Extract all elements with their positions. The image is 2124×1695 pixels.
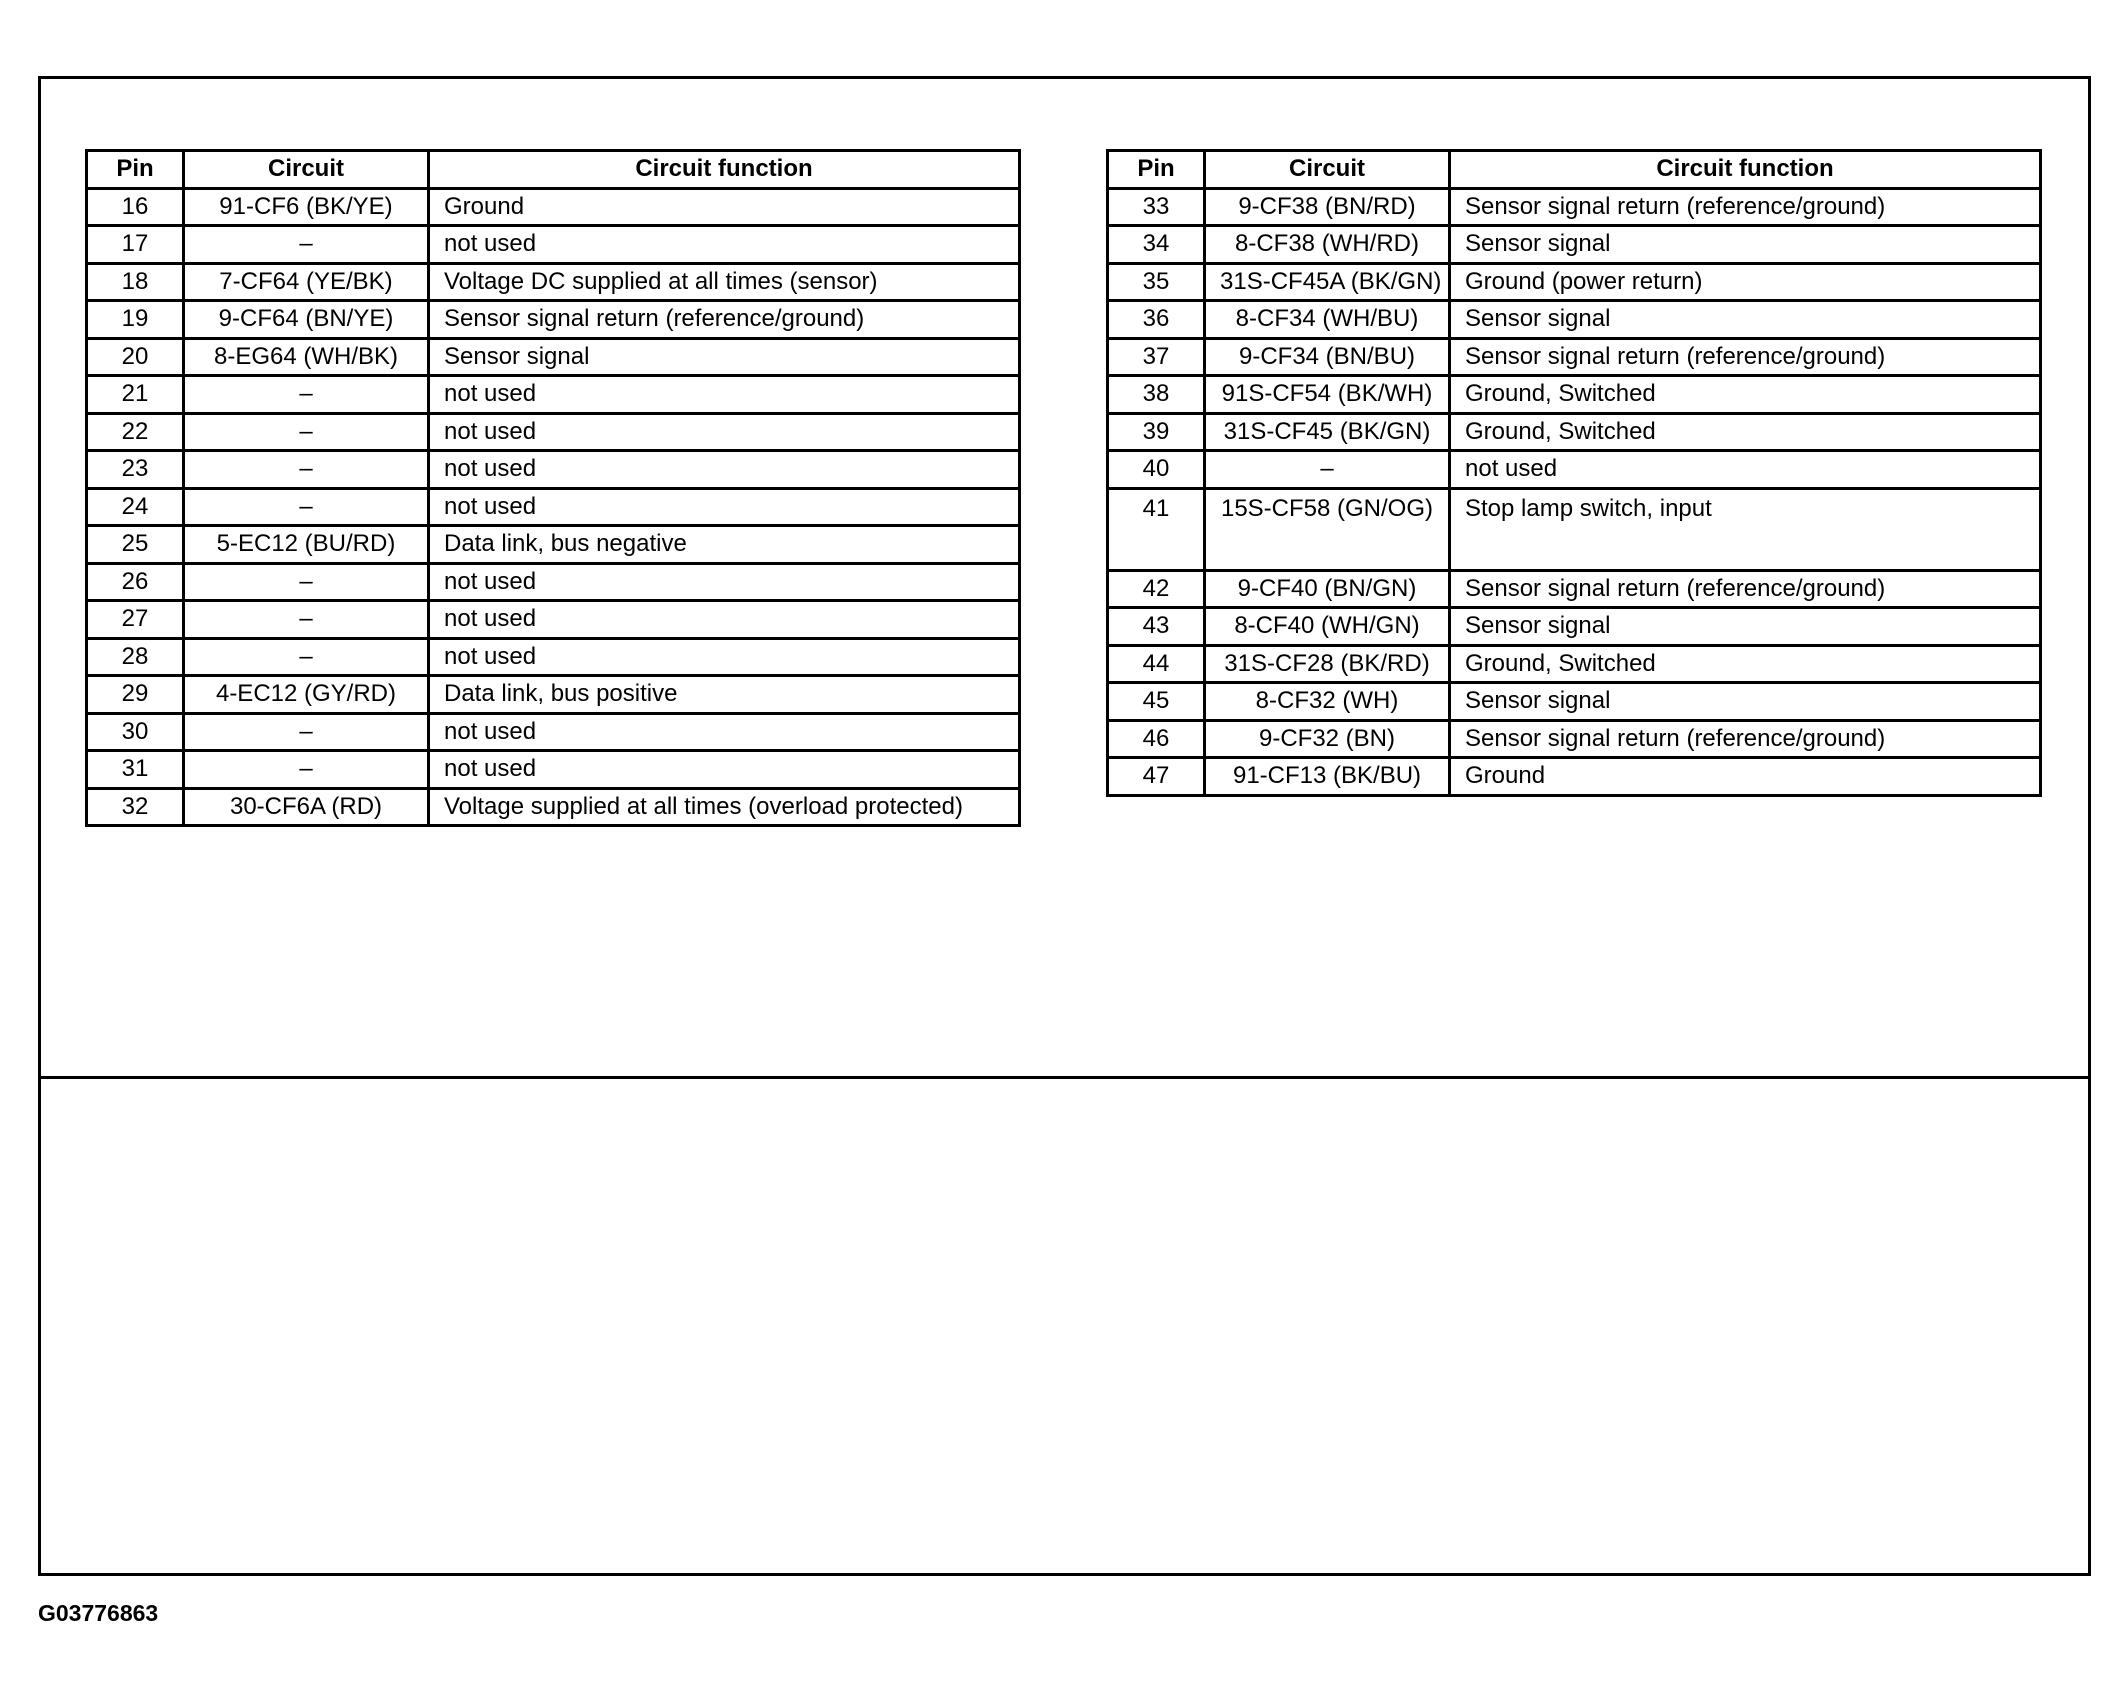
table-row: [1108, 301, 2041, 339]
table-row: [1108, 226, 2041, 264]
header-circuit: Circuit: [184, 151, 429, 189]
table-row: [1108, 338, 2041, 376]
table-row: [87, 188, 1020, 226]
table-row: [1108, 645, 2041, 683]
circuit-cell: 30-CF6A (RD): [184, 788, 429, 826]
function-cell: Ground, Switched: [1450, 376, 2041, 414]
circuit-cell: 8-CF34 (WH/BU): [1205, 301, 1450, 339]
pin-cell: 29: [87, 676, 184, 714]
table-row: [1108, 188, 2041, 226]
table-row: [87, 713, 1020, 751]
table-row: [87, 376, 1020, 414]
function-cell: Sensor signal return (reference/ground): [1450, 338, 2041, 376]
header-circuit-function: Circuit function: [429, 151, 1020, 189]
circuit-cell: 9-CF38 (BN/RD): [1205, 188, 1450, 226]
table-row: [87, 638, 1020, 676]
table-row: [1108, 263, 2041, 301]
pin-cell: 23: [87, 451, 184, 489]
circuit-cell: 31S-CF45 (BK/GN): [1205, 413, 1450, 451]
function-cell: not used: [429, 376, 1020, 414]
pin-cell: 45: [1108, 683, 1205, 721]
function-cell: Stop lamp switch, input: [1450, 488, 2041, 570]
pin-cell: 36: [1108, 301, 1205, 339]
table-row: [1108, 758, 2041, 796]
pin-cell: 22: [87, 413, 184, 451]
function-cell: Voltage supplied at all times (overload protected): [429, 788, 1020, 826]
pin-cell: 38: [1108, 376, 1205, 414]
function-cell: Ground, Switched: [1450, 645, 2041, 683]
pin-cell: 26: [87, 563, 184, 601]
function-cell: Sensor signal: [1450, 608, 2041, 646]
circuit-cell: 9-CF34 (BN/BU): [1205, 338, 1450, 376]
table-row: [87, 676, 1020, 714]
function-cell: Sensor signal: [1450, 683, 2041, 721]
pin-cell: 30: [87, 713, 184, 751]
function-cell: not used: [429, 713, 1020, 751]
pin-cell: 20: [87, 338, 184, 376]
function-cell: not used: [429, 751, 1020, 789]
circuit-cell: 5-EC12 (BU/RD): [184, 526, 429, 564]
table-row: [87, 263, 1020, 301]
function-cell: Sensor signal return (reference/ground): [429, 301, 1020, 339]
table-row: [1108, 451, 2041, 489]
table-row: [1108, 376, 2041, 414]
function-cell: Sensor signal return (reference/ground): [1450, 570, 2041, 608]
pin-cell: 16: [87, 188, 184, 226]
function-cell: Sensor signal: [1450, 226, 2041, 264]
circuit-cell: 7-CF64 (YE/BK): [184, 263, 429, 301]
table-header-row: [87, 151, 1020, 189]
pin-cell: 35: [1108, 263, 1205, 301]
circuit-cell: 8-CF32 (WH): [1205, 683, 1450, 721]
pin-cell: 31: [87, 751, 184, 789]
pin-cell: 28: [87, 638, 184, 676]
circuit-cell: 9-CF32 (BN): [1205, 720, 1450, 758]
figure-id: G03776863: [38, 1600, 159, 1626]
circuit-cell: –: [184, 226, 429, 264]
circuit-cell: –: [1205, 451, 1450, 489]
function-cell: Ground: [429, 188, 1020, 226]
pin-cell: 17: [87, 226, 184, 264]
circuit-cell: –: [184, 488, 429, 526]
pinout-table-pins-16-32: [85, 149, 1021, 827]
pin-cell: 42: [1108, 570, 1205, 608]
function-cell: not used: [429, 226, 1020, 264]
pin-cell: 33: [1108, 188, 1205, 226]
table-row: [87, 226, 1020, 264]
function-cell: Sensor signal: [429, 338, 1020, 376]
function-cell: Sensor signal return (reference/ground): [1450, 188, 2041, 226]
function-cell: not used: [429, 451, 1020, 489]
circuit-cell: 31S-CF28 (BK/RD): [1205, 645, 1450, 683]
circuit-cell: 91-CF13 (BK/BU): [1205, 758, 1450, 796]
circuit-cell: 31S-CF45A (BK/GN): [1205, 263, 1450, 301]
function-cell: not used: [429, 563, 1020, 601]
circuit-cell: –: [184, 601, 429, 639]
circuit-cell: –: [184, 713, 429, 751]
circuit-cell: 8-EG64 (WH/BK): [184, 338, 429, 376]
pin-cell: 37: [1108, 338, 1205, 376]
circuit-cell: –: [184, 451, 429, 489]
circuit-cell: –: [184, 563, 429, 601]
circuit-cell: 91S-CF54 (BK/WH): [1205, 376, 1450, 414]
function-cell: Voltage DC supplied at all times (sensor): [429, 263, 1020, 301]
circuit-cell: –: [184, 413, 429, 451]
circuit-cell: 8-CF38 (WH/RD): [1205, 226, 1450, 264]
table-row: [87, 751, 1020, 789]
circuit-cell: 91-CF6 (BK/YE): [184, 188, 429, 226]
function-cell: Ground, Switched: [1450, 413, 2041, 451]
pin-cell: 25: [87, 526, 184, 564]
function-cell: not used: [1450, 451, 2041, 489]
table-row: [87, 413, 1020, 451]
circuit-cell: –: [184, 638, 429, 676]
circuit-cell: –: [184, 751, 429, 789]
circuit-cell: –: [184, 376, 429, 414]
circuit-cell: 15S-CF58 (GN/OG): [1205, 488, 1450, 570]
pin-cell: 32: [87, 788, 184, 826]
pin-cell: 44: [1108, 645, 1205, 683]
table-row: [87, 488, 1020, 526]
function-cell: Data link, bus positive: [429, 676, 1020, 714]
pin-cell: 47: [1108, 758, 1205, 796]
function-cell: not used: [429, 638, 1020, 676]
table-row: [87, 451, 1020, 489]
pin-cell: 41: [1108, 488, 1205, 570]
circuit-cell: 9-CF40 (BN/GN): [1205, 570, 1450, 608]
pinout-table-pins-33-47: [1106, 149, 2042, 797]
frame-divider: [38, 1076, 2091, 1079]
function-cell: not used: [429, 413, 1020, 451]
header-pin: Pin: [87, 151, 184, 189]
function-cell: Ground (power return): [1450, 263, 2041, 301]
table-row: [1108, 413, 2041, 451]
pin-cell: 21: [87, 376, 184, 414]
table-row: [87, 563, 1020, 601]
table-header-row: [1108, 151, 2041, 189]
header-circuit: Circuit: [1205, 151, 1450, 189]
table-row: [87, 338, 1020, 376]
table-row: [87, 301, 1020, 339]
pin-cell: 34: [1108, 226, 1205, 264]
table-row: [1108, 570, 2041, 608]
circuit-cell: 9-CF64 (BN/YE): [184, 301, 429, 339]
circuit-cell: 4-EC12 (GY/RD): [184, 676, 429, 714]
table-row: [1108, 720, 2041, 758]
pin-cell: 46: [1108, 720, 1205, 758]
table-row: [1108, 608, 2041, 646]
function-cell: not used: [429, 601, 1020, 639]
function-cell: not used: [429, 488, 1020, 526]
table-row: [87, 601, 1020, 639]
pin-cell: 19: [87, 301, 184, 339]
table-row: [1108, 683, 2041, 721]
pin-cell: 40: [1108, 451, 1205, 489]
pin-cell: 18: [87, 263, 184, 301]
function-cell: Data link, bus negative: [429, 526, 1020, 564]
pin-cell: 39: [1108, 413, 1205, 451]
function-cell: Ground: [1450, 758, 2041, 796]
header-circuit-function: Circuit function: [1450, 151, 2041, 189]
circuit-cell: 8-CF40 (WH/GN): [1205, 608, 1450, 646]
table-row: [87, 788, 1020, 826]
table-row: [1108, 488, 2041, 570]
pin-cell: 24: [87, 488, 184, 526]
pin-cell: 43: [1108, 608, 1205, 646]
function-cell: Sensor signal return (reference/ground): [1450, 720, 2041, 758]
function-cell: Sensor signal: [1450, 301, 2041, 339]
table-row: [87, 526, 1020, 564]
header-pin: Pin: [1108, 151, 1205, 189]
pin-cell: 27: [87, 601, 184, 639]
